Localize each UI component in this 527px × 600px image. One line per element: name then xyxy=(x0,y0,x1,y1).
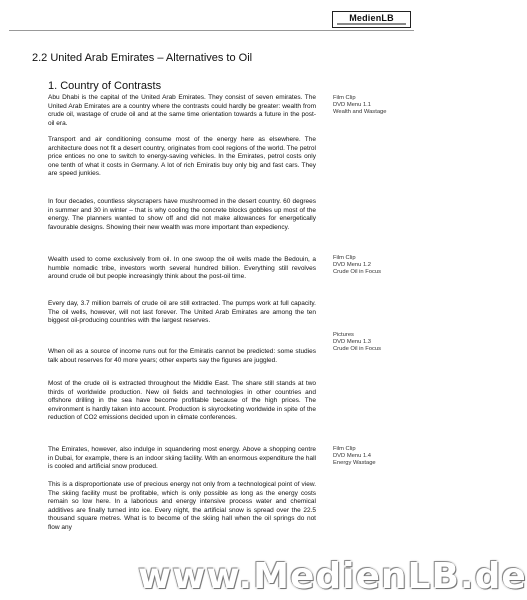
dvd-menu-ref: DVD Menu 1.4 xyxy=(333,453,372,459)
logo-text: MedienLB xyxy=(349,13,394,23)
paragraph: When oil as a source of income runs out for the Emiratis cannot be predicted: some studies talk about reserves for 40 more years; other experts say the figures are juggled. xyxy=(48,348,316,364)
paragraph: Abu Dhabi is the capital of the United Arab Emirates. They consist of seven emirates. The United Arab Emirates are a country where the contrasts could hardly be greater: wealth from crude oil, wastage of crude oil and at the same time orientation towards a future in the post-oil era. xyxy=(48,94,316,127)
paragraph: Most of the crude oil is extracted throughout the Middle East. The share still stands at two thirds of worldwide production. New oil fields and technologies in other countries and offshore drilling in the sea have become profitable because of the high prices. The environment is hardly taken into account. Production is skyrocketing worldwide in spite of the reduction of CO2 emissions decided upon in climate conferences. xyxy=(48,380,316,422)
page-title: 2.2 United Arab Emirates – Alternatives to Oil xyxy=(32,52,253,64)
publisher-logo xyxy=(332,11,411,28)
paragraph: In four decades, countless skyscrapers have mushroomed in the desert country. 60 degrees in summer and 30 in winter – that is why cooling the concrete blocks gobbles up most of the energy. The planners wanted to show off and did not make allowances for energetically favourable designs. Showing their new wealth was more important than expediency. xyxy=(48,198,316,231)
dvd-menu-ref: DVD Menu 1.2 xyxy=(333,262,372,268)
dvd-menu-ref: DVD Menu 1.1 xyxy=(333,102,372,108)
media-topic: Crude Oil in Focus xyxy=(333,269,382,275)
paragraph: Every day, 3.7 million barrels of crude oil are still extracted. The pumps work at full capacity. The oil wells, however, will not last forever. The United Arab Emirates are among the ten biggest oil-producing countries with the largest reserves. xyxy=(48,300,316,325)
media-type: Pictures xyxy=(333,332,354,338)
header-divider xyxy=(9,30,414,31)
paragraph: This is a disproportionate use of precious energy not only from a technological point of view. The skiing facility must be profitable, which is only possible as long as the energy costs remain so low here. In a laborious and energy intensive process water and chemical additives are finally turned into ice. Every night, the artificial snow is spread over the 22.5 thousand square metres. What is to become of the skiing hall when the oil springs do not flow any xyxy=(48,481,316,531)
paragraph: Wealth used to come exclusively from oil. In one swoop the oil wells made the Bedouin, a humble nomadic tribe, investors worth several hundred billion. Everything still revolves around crude oil but people increasingly think about the post-oil time. xyxy=(48,256,316,281)
media-topic: Crude Oil in Focus xyxy=(333,346,382,352)
watermark: www.MedienLB.de xyxy=(138,556,527,597)
media-reference-note xyxy=(333,332,413,353)
media-reference-note xyxy=(333,446,413,467)
paragraph: The Emirates, however, also indulge in squandering most energy. Above a shopping centre in Dubai, for example, there is an indoor skiing facility. With an enormous expenditure the hall is cooled and artificial snow produced. xyxy=(48,446,316,471)
section-heading: 1. Country of Contrasts xyxy=(48,80,162,92)
media-reference-note xyxy=(333,95,413,116)
media-type: Film Clip xyxy=(333,446,356,452)
media-topic: Energy Wastage xyxy=(333,460,376,466)
logo-underline xyxy=(337,23,406,25)
dvd-menu-ref: DVD Menu 1.3 xyxy=(333,339,372,345)
paragraph: Transport and air conditioning consume most of the energy here as elsewhere. The architecture does not fit a desert country, originates from cool regions of the world. The petrol price entices no one to switch to energy-saving vehicles. In the Emirates, petrol costs only one tenth of what it costs in Germany. A lot of rich Emiratis buy only big and fast cars. They are speed junkies. xyxy=(48,136,316,178)
media-type: Film Clip xyxy=(333,255,356,261)
media-topic: Wealth and Wastage xyxy=(333,109,387,115)
media-type: Film Clip xyxy=(333,95,356,101)
media-reference-note xyxy=(333,255,413,276)
